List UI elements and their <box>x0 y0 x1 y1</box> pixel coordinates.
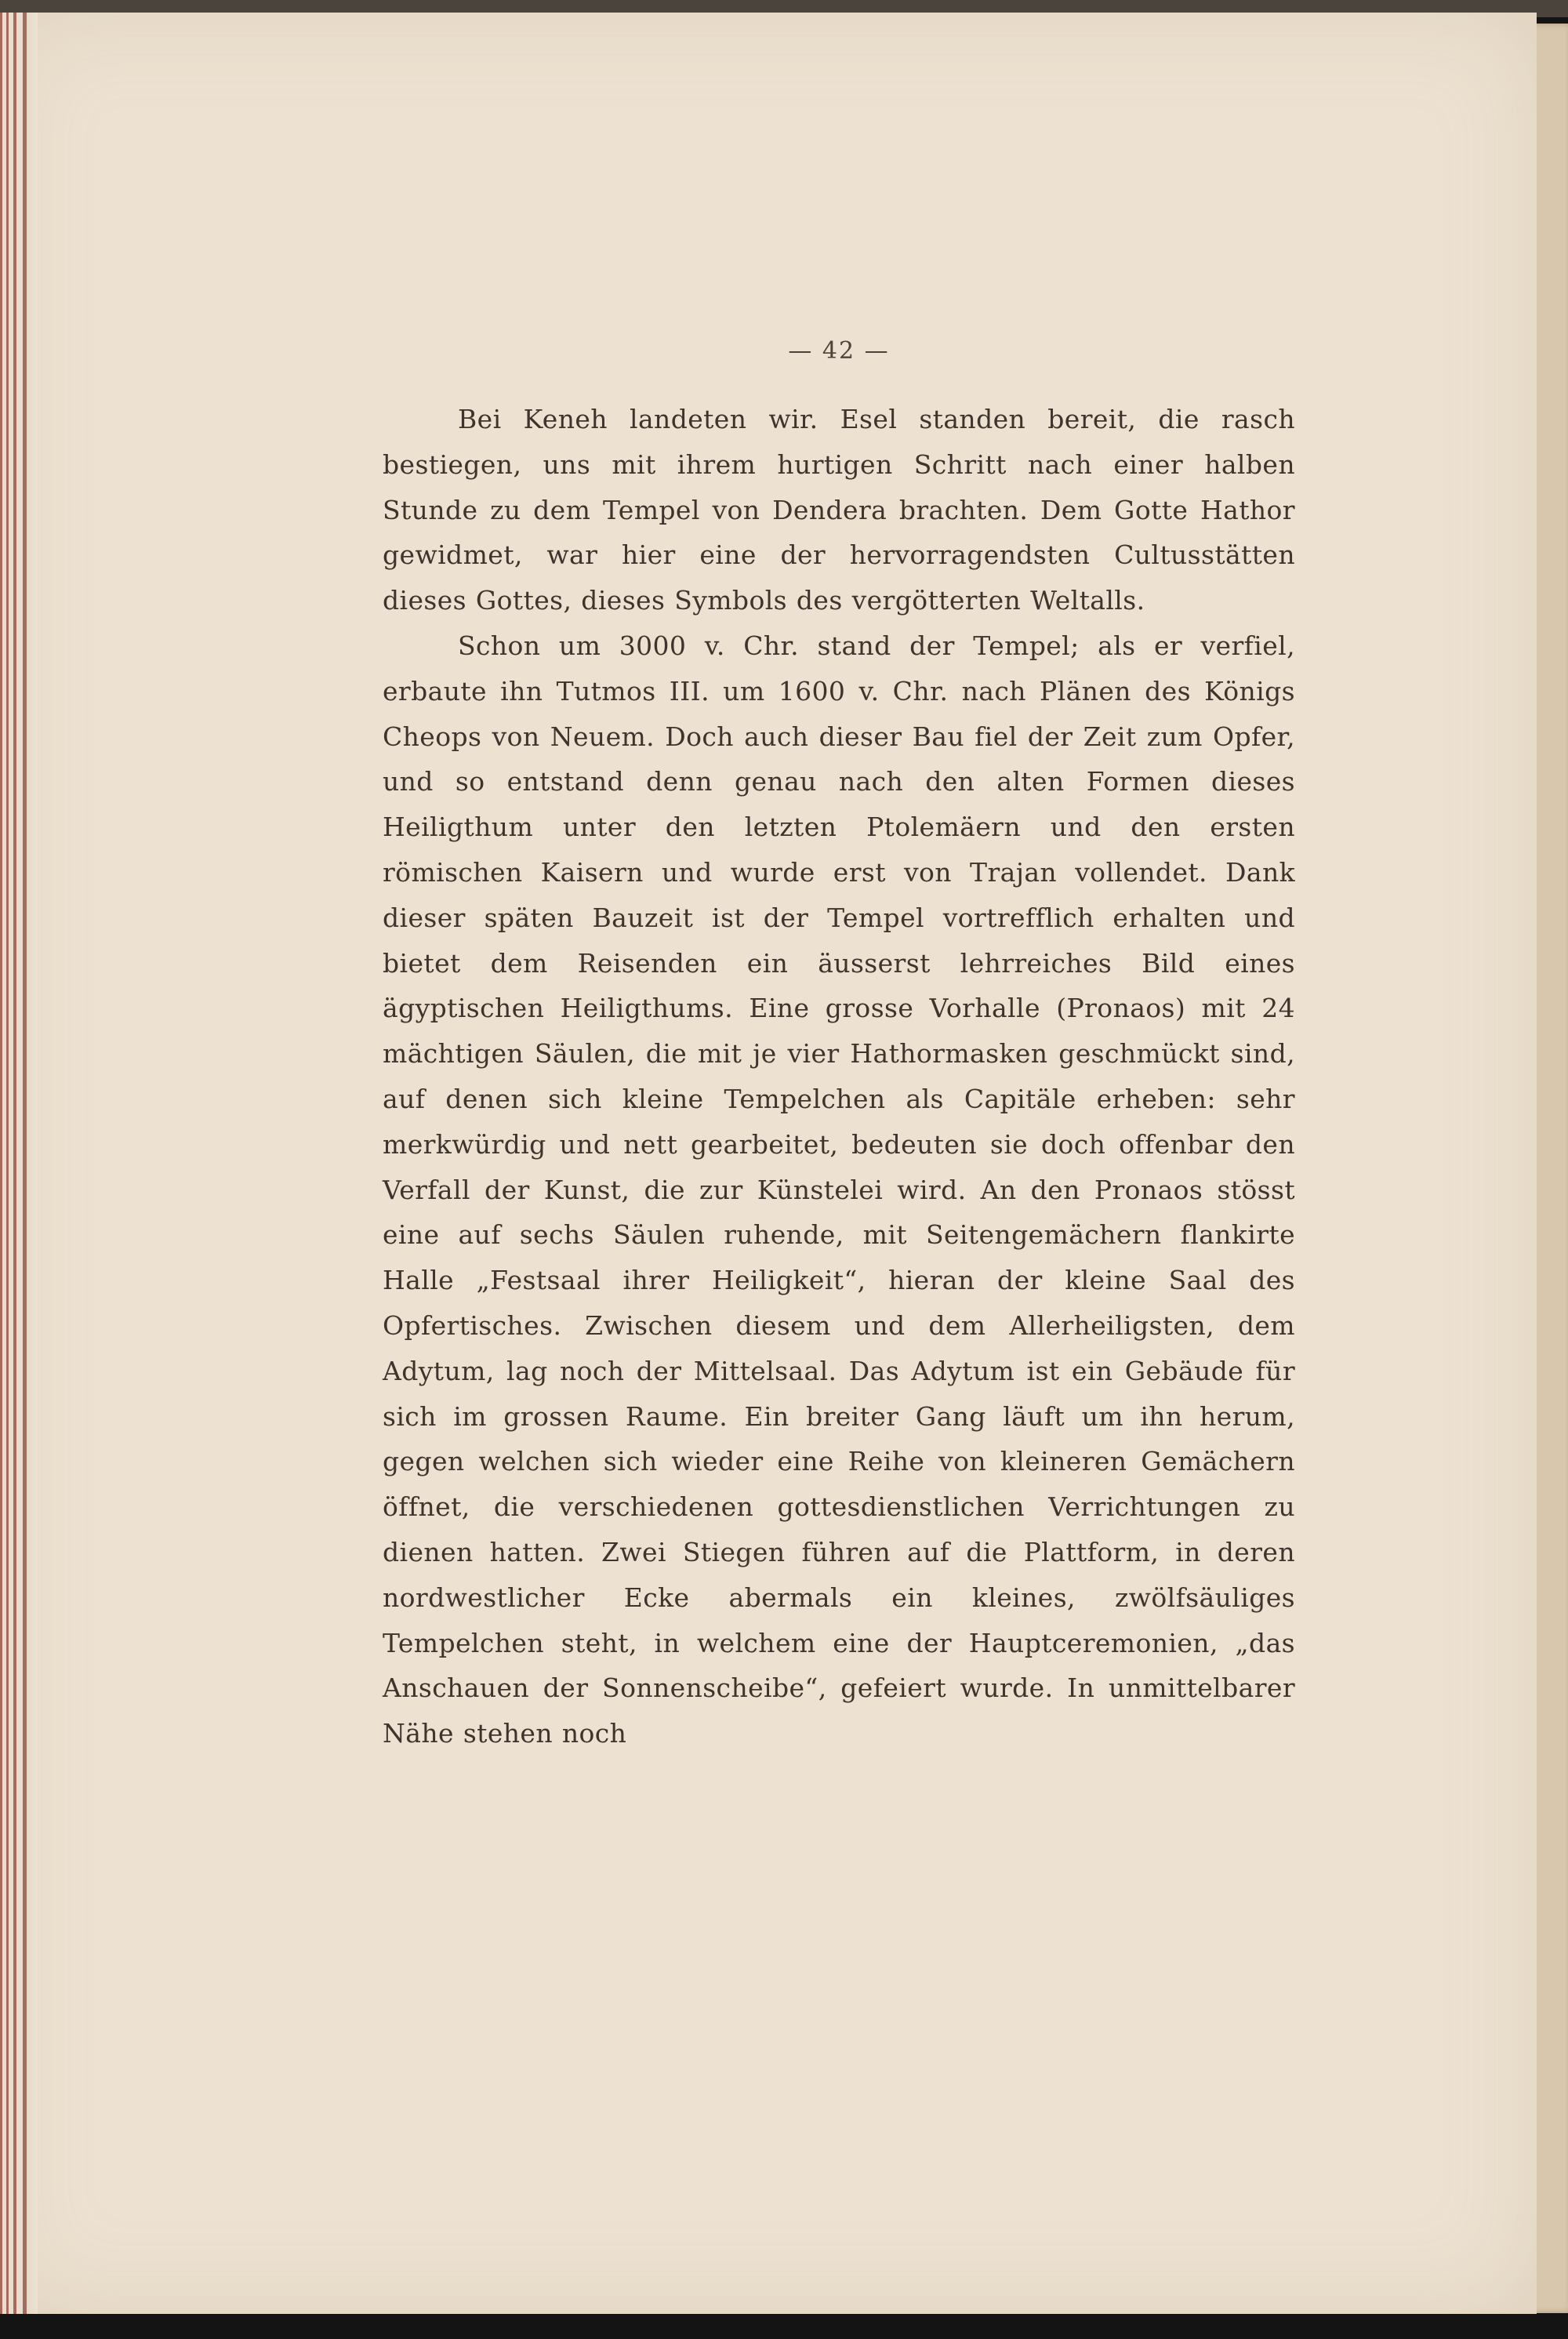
paragraph-2: Schon um 3000 v. Chr. stand der Tempel; als er verfiel, erbaute ihn Tutmos III. um 1600 v. Chr. nach Plänen des Königs Cheops von Neuem. Doch auch dieser Bau fiel der Zeit zum Opfer, und so entstand denn genau nach den alten Formen dieses Heiligthum unter den letzten Ptolemäern und den ersten römischen Kaisern und wurde erst von Trajan vollendet. Dank dieser späten Bauzeit ist der Tempel vortrefflich erhalten und bietet dem Reisenden ein äusserst lehrreiches Bild eines ägyptischen Heiligthums. Eine grosse Vorhalle (Pronaos) mit 24 mächtigen Säulen, die mit je vier Hathormasken geschmückt sind, auf denen sich kleine Tempelchen als Capitäle erheben: sehr merkwürdig und nett gearbeitet, bedeuten sie doch offenbar den Verfall der Kunst, die zur Künstelei wird. An den Pronaos stösst eine auf sechs Säulen ruhende, mit Seitengemächern flankirte Halle „Festsaal ihrer Heiligkeit“, hieran der kleine Saal des Opfertisches. Zwischen diesem und dem Allerheiligsten, dem Adytum, lag noch der Mittelsaal. Das Adytum ist ein Gebäude für sich im grossen Raume. Ein breiter Gang läuft um ihn herum, gegen welchen sich wieder eine Reihe von kleineren Gemächern öffnet, die verschiedenen gottesdienstlichen Verrichtungen zu dienen hatten. Zwei Stiegen führen auf die Plattform, in deren nordwestlicher Ecke abermals ein kleines, zwölfsäuliges Tempelchen steht, in welchem eine der Hauptceremonien, „das Anschauen der Sonnenscheibe“, gefeiert wurde. In unmittelbarer Nähe stehen noch <box>383 630 1295 1749</box>
book-binding-edge <box>0 13 38 2314</box>
book-page <box>0 13 1537 2314</box>
paragraph-1: Bei Keneh landeten wir. Esel standen bereit, die rasch bestiegen, uns mit ihrem hurtigen Schritt nach einer halben Stunde zu dem Tempel von Dendera brachten. Dem Gotte Hathor gewidmet, war hier eine der hervorragendsten Cultusstätten dieses Gottes, dieses Symbols des vergötterten Weltalls. <box>383 404 1295 616</box>
page-number: — 42 — <box>788 337 890 365</box>
body-text <box>383 397 1295 1756</box>
